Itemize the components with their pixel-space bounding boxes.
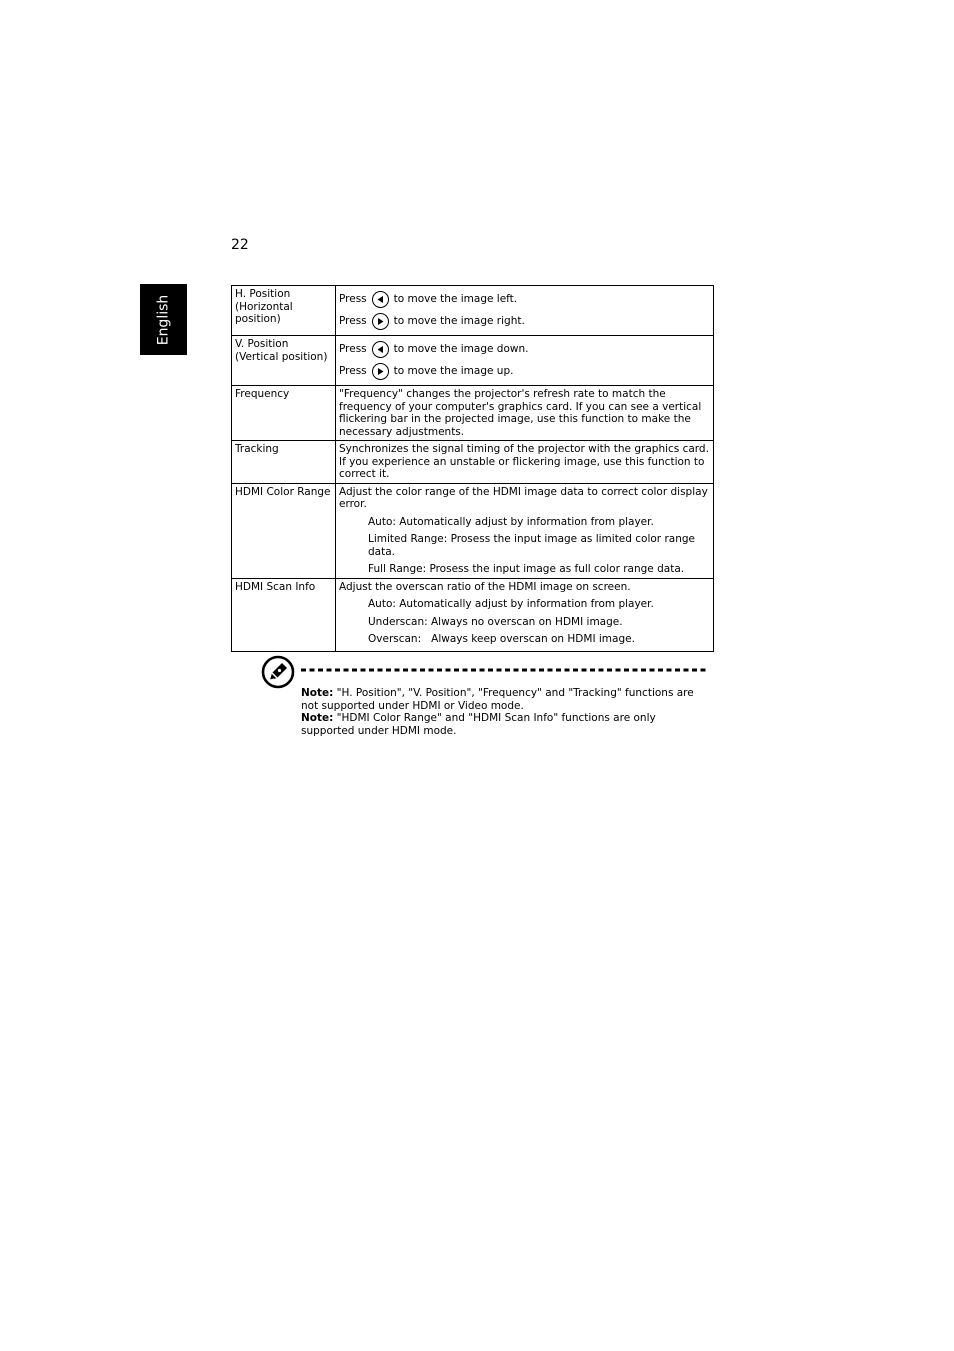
press-line: Press to move the image right.	[339, 311, 710, 331]
option-overscan: Overscan: Always keep overscan on HDMI image.	[368, 633, 635, 645]
hdmi-scan-info-desc: Adjust the overscan ratio of the HDMI image on screen. Auto: Automatically adjust by information from player. Underscan: Always no overscan on HDMI image. Overscan: Always keep overscan on HDMI image.	[336, 578, 714, 651]
left-arrow-icon	[372, 291, 389, 308]
h-position-label: H. Position (Horizontal position)	[232, 286, 336, 336]
hdmi-scan-info-label: HDMI Scan Info	[232, 578, 336, 651]
press-line: Press to move the image left.	[339, 289, 710, 309]
hdmi-color-range-label: HDMI Color Range	[232, 483, 336, 578]
table-row-hdmi-color-range	[232, 483, 714, 578]
left-arrow-icon	[372, 341, 389, 358]
table-row-h-position	[232, 286, 714, 336]
press-line: Press to move the image down.	[339, 339, 710, 359]
option-auto: Auto: Automatically adjust by information from player.	[368, 515, 654, 528]
right-arrow-icon	[372, 313, 389, 330]
table-row-v-position	[232, 336, 714, 386]
h-position-desc	[336, 286, 714, 336]
v-position-label: V. Position (Vertical position)	[232, 336, 336, 386]
frequency-desc: "Frequency" changes the projector's refresh rate to match the frequency of your computer's graphics card. If you can see a vertical flickering bar in the projected image, use this function to make the necessary adjustments.	[336, 386, 714, 441]
frequency-label: Frequency	[232, 386, 336, 441]
hdmi-color-range-desc: Adjust the color range of the HDMI image data to correct color display error. Auto: Automatically adjust by information from player. Limited Range: Prosess the input image as limited color range data. Full Range: Prosess the input image as full color range data.	[336, 483, 714, 578]
table-row-frequency	[232, 386, 714, 441]
tracking-label: Tracking	[232, 441, 336, 484]
v-position-desc	[336, 336, 714, 386]
settings-table	[231, 285, 714, 652]
option-limited-range: Limited Range: Prosess the input image as limited color range data.	[368, 533, 695, 558]
option-auto: Auto: Automatically adjust by information from player.	[368, 598, 654, 610]
language-tab	[140, 284, 187, 355]
table-row-hdmi-scan-info	[232, 578, 714, 651]
note-dotted-divider	[301, 668, 709, 672]
page-number: 22	[231, 237, 249, 253]
tracking-desc: Synchronizes the signal timing of the projector with the graphics card. If you experience an unstable or flickering image, use this function to correct it.	[336, 441, 714, 484]
option-underscan: Underscan: Always no overscan on HDMI image.	[368, 615, 623, 628]
table-row-tracking	[232, 441, 714, 484]
language-tab-label: English	[155, 294, 172, 345]
note-pen-icon	[261, 655, 295, 689]
note-text	[301, 687, 701, 737]
press-line: Press to move the image up.	[339, 361, 710, 381]
note-label: Note:	[301, 712, 334, 724]
right-arrow-icon	[372, 363, 389, 380]
note-label: Note:	[301, 687, 334, 699]
note-paragraph: Note: "HDMI Color Range" and "HDMI Scan Info" functions are only supported under HDMI mode.	[301, 712, 656, 737]
option-full-range: Full Range: Prosess the input image as full color range data.	[368, 563, 685, 575]
note-paragraph: Note: "H. Position", "V. Position", "Frequency" and "Tracking" functions are not supported under HDMI or Video mode.	[301, 687, 694, 712]
